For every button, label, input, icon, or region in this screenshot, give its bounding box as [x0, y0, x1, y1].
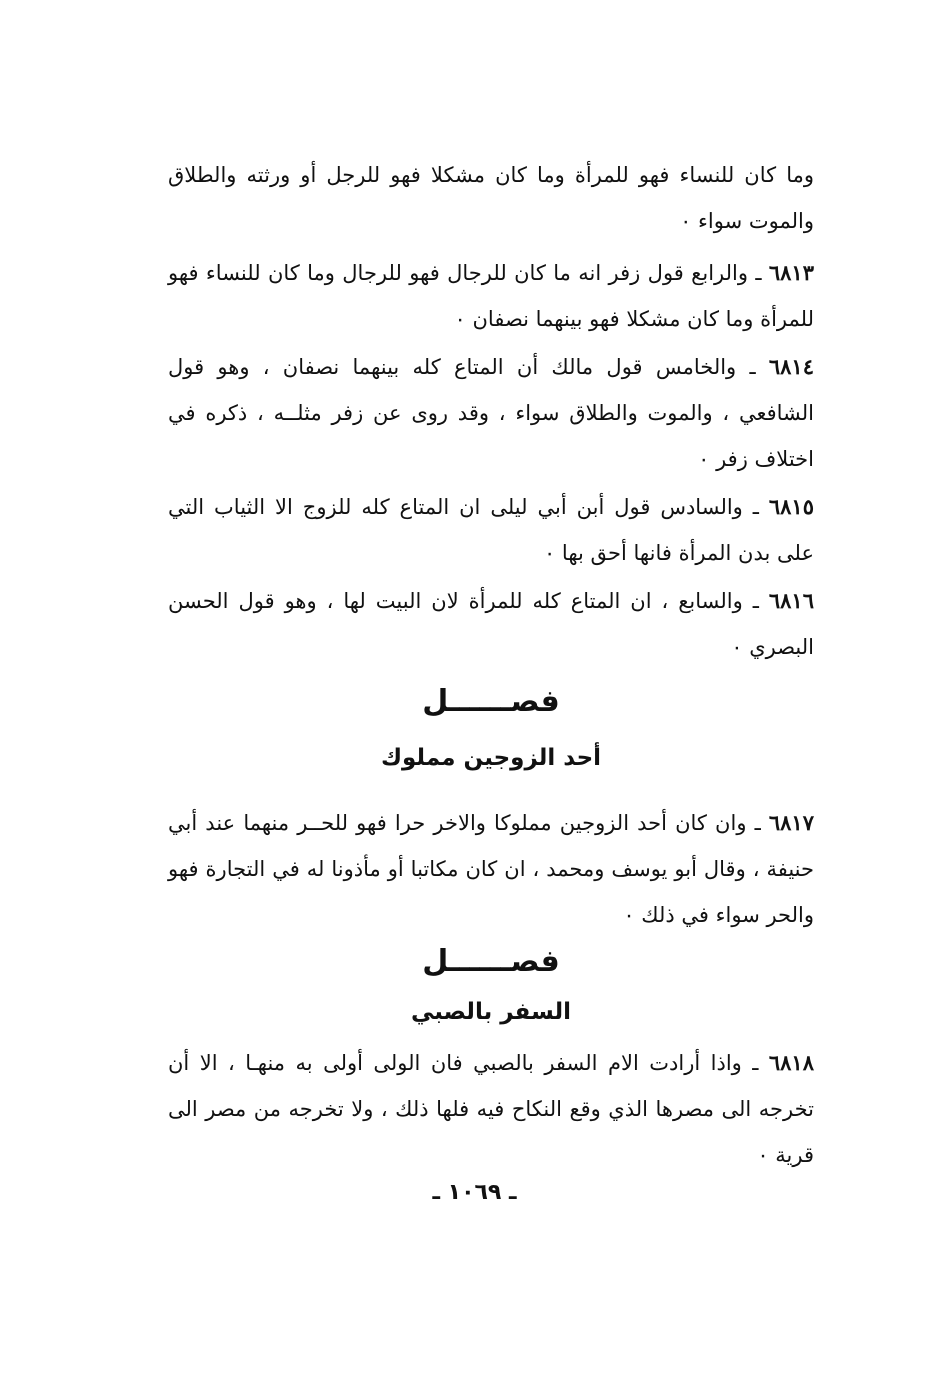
paragraph-number: ٦٨١٧: [768, 810, 814, 835]
paragraph-continuation: [168, 152, 814, 244]
paragraph-text: ـ والخامس قول مالك أن المتاع كله بينهما نصفان ، وهو قول الشافعي ، والموت والطلاق سواء ، وقد روى عن زفر مثلــه ، ذكره في اختلاف زفر ٠: [168, 355, 814, 471]
paragraph-text: ـ واذا أرادت الام السفر بالصبي فان الولى أولى به منهـا ، الا أن تخرجه الى مصرها الذي وقع النكاح فيه فلها ذلك ، ولا تخرجه من مصر الى قرية ٠: [168, 1051, 814, 1167]
paragraph-number: ٦٨١٣: [768, 260, 814, 285]
section-subheading: أحد الزوجين مملوك: [380, 745, 602, 771]
paragraph-text: ـ وان كان أحد الزوجين مملوكا والاخر حرا فهو للحــر منهما عند أبي حنيفة ، وقال أبو يوسف ومحمد ، ان كان مكاتبا أو مأذونا له في التجارة فهو والحر سواء في ذلك ٠: [168, 811, 814, 927]
paragraph-6816: [168, 578, 814, 670]
section-heading: فصــــــل: [422, 944, 560, 979]
paragraph-text: وما كان للنساء فهو للمرأة وما كان مشكلا فهو للرجل أو ورثته والطلاق والموت سواء ٠: [168, 163, 814, 233]
paragraph-text: ـ والسادس قول أبن أبي ليلى ان المتاع كله للزوج الا الثياب التي على بدن المرأة فانها أحق بها ٠: [168, 495, 814, 565]
paragraph-6815: [168, 484, 814, 576]
paragraph-6814: [168, 344, 814, 482]
paragraph-6813: [168, 250, 814, 342]
paragraph-6817: [168, 800, 814, 938]
paragraph-number: ٦٨١٥: [768, 494, 814, 519]
paragraph-text: ـ والرابع قول زفر انه ما كان للرجال فهو للرجال وما كان للنساء فهو للمرأة وما كان مشكلا فهو بينهما نصفان ٠: [168, 261, 814, 331]
paragraph-number: ٦٨١٤: [768, 354, 814, 379]
page-number: ـ ١٠٦٩ ـ: [432, 1180, 517, 1205]
paragraph-number: ٦٨١٦: [768, 588, 814, 613]
section-subheading: السفر بالصبي: [410, 999, 572, 1025]
paragraph-6818: [168, 1040, 814, 1178]
section-heading: فصــــــل: [422, 684, 560, 719]
paragraph-text: ـ والسابع ، ان المتاع كله للمرأة لان البيت لها ، وهو قول الحسن البصري ٠: [168, 589, 814, 659]
paragraph-number: ٦٨١٨: [768, 1050, 814, 1075]
